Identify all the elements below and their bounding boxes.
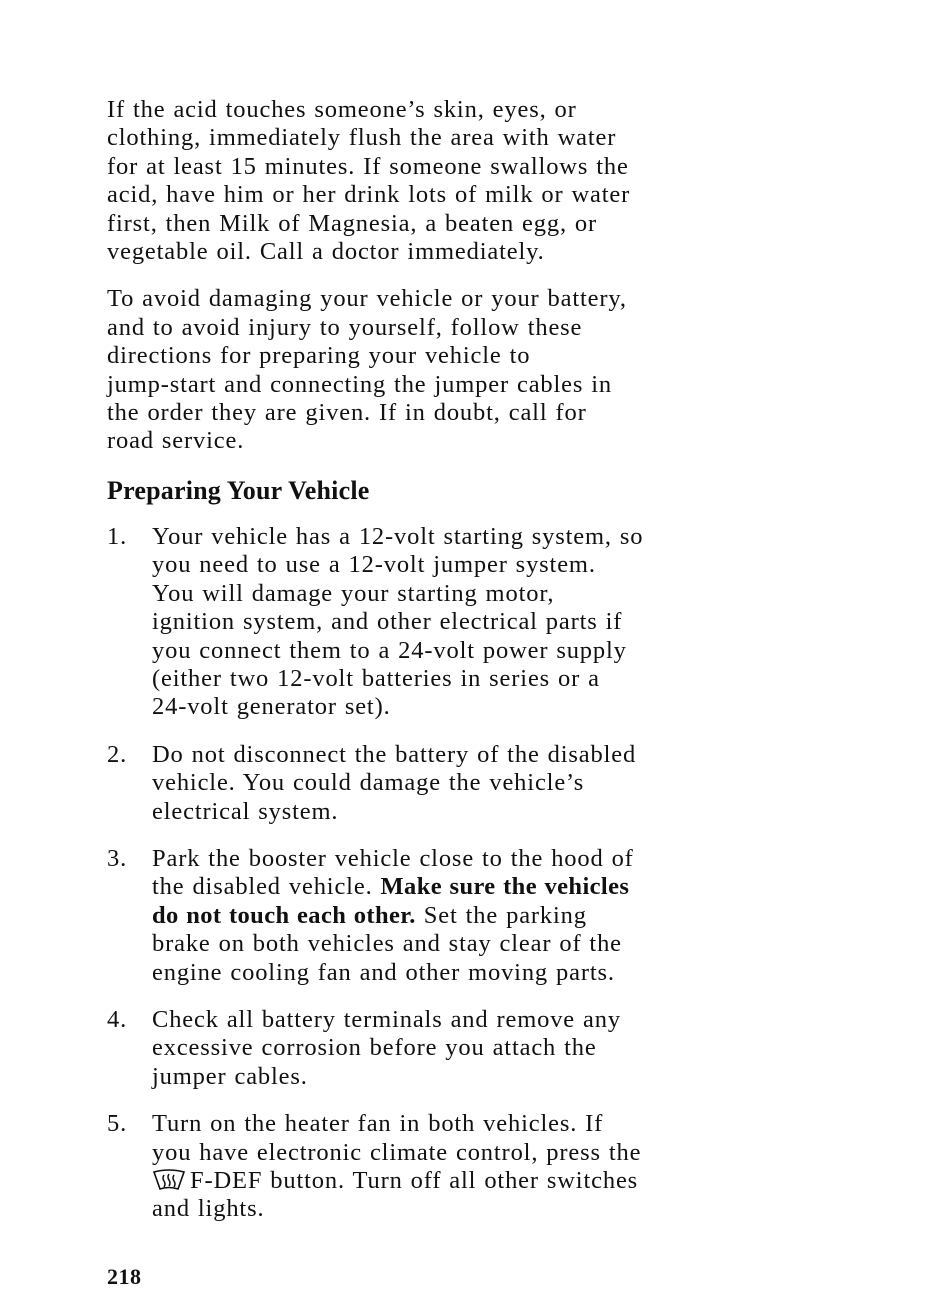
step-item-2 — [107, 741, 707, 826]
text-line: you connect them to a 24-volt power supply — [152, 636, 627, 664]
text-line: and lights. — [152, 1195, 265, 1223]
text-span: F-DEF button. Turn off all other switches — [190, 1167, 639, 1194]
text-line: You will damage your starting motor, — [152, 579, 555, 607]
step-item-5 — [107, 1110, 707, 1224]
section-heading: Preparing Your Vehicle — [107, 475, 370, 505]
steps-list — [107, 523, 707, 1224]
text-line: you have electronic climate control, press the — [152, 1138, 642, 1166]
text-line: excessive corrosion before you attach the — [152, 1034, 597, 1062]
windshield-defrost-icon — [152, 1169, 186, 1191]
text-line: and to avoid injury to yourself, follow these — [107, 313, 583, 341]
text-line: for at least 15 minutes. If someone swallows the — [107, 152, 629, 180]
text-line: clothing, immediately flush the area with water — [107, 124, 617, 152]
text-line: electrical system. — [152, 797, 339, 825]
text-line: ignition system, and other electrical parts if — [152, 608, 623, 636]
step-item-4 — [107, 1006, 707, 1091]
warning-emphasis: do not touch each other. — [152, 901, 416, 929]
step-item-1 — [107, 523, 707, 722]
warning-emphasis: Make sure the vehicles — [380, 873, 630, 901]
step-number: 2. — [107, 740, 128, 768]
text-line: the order they are given. If in doubt, call for — [107, 399, 587, 427]
text-line: If the acid touches someone’s skin, eyes, or — [107, 96, 577, 123]
text-line: engine cooling fan and other moving parts. — [152, 958, 615, 986]
page-number: 218 — [107, 1264, 142, 1289]
paragraph-avoid-damage — [107, 285, 707, 455]
text-line: directions for preparing your vehicle to — [107, 342, 531, 370]
text-line: vegetable oil. Call a doctor immediately. — [107, 238, 545, 266]
step-item-3 — [107, 845, 707, 987]
text-line: you need to use a 12-volt jumper system. — [152, 551, 596, 579]
text-line: Park the booster vehicle close to the hood of — [152, 844, 634, 872]
page-content — [107, 96, 707, 1243]
text-line: vehicle. You could damage the vehicle’s — [152, 769, 585, 797]
text-line — [152, 873, 707, 901]
text-line: jump-start and connecting the jumper cables in — [107, 370, 613, 398]
step-number: 5. — [107, 1110, 128, 1138]
paragraph-acid-first-aid — [107, 96, 707, 266]
text-line: acid, have him or her drink lots of milk or water — [107, 181, 631, 209]
step-number: 3. — [107, 844, 128, 872]
text-line: road service. — [107, 427, 245, 455]
step-number: 1. — [107, 522, 128, 550]
text-line: Your vehicle has a 12-volt starting system, so — [152, 522, 644, 550]
text-line: first, then Milk of Magnesia, a beaten egg, or — [107, 209, 598, 237]
step-number: 4. — [107, 1005, 128, 1033]
text-line — [152, 1167, 707, 1195]
text-line: 24-volt generator set). — [152, 693, 391, 721]
text-line: jumper cables. — [152, 1062, 308, 1090]
text-line: Do not disconnect the battery of the disabled — [152, 740, 637, 768]
text-line — [152, 902, 707, 930]
text-line: Check all battery terminals and remove any — [152, 1005, 621, 1033]
text-span: the disabled vehicle. — [152, 873, 381, 901]
text-line: brake on both vehicles and stay clear of the — [152, 930, 622, 958]
text-line: Turn on the heater fan in both vehicles. If — [152, 1110, 604, 1138]
text-line: (either two 12-volt batteries in series or a — [152, 664, 600, 692]
text-span: Set the parking — [415, 901, 587, 929]
text-line: To avoid damaging your vehicle or your battery, — [107, 285, 627, 313]
